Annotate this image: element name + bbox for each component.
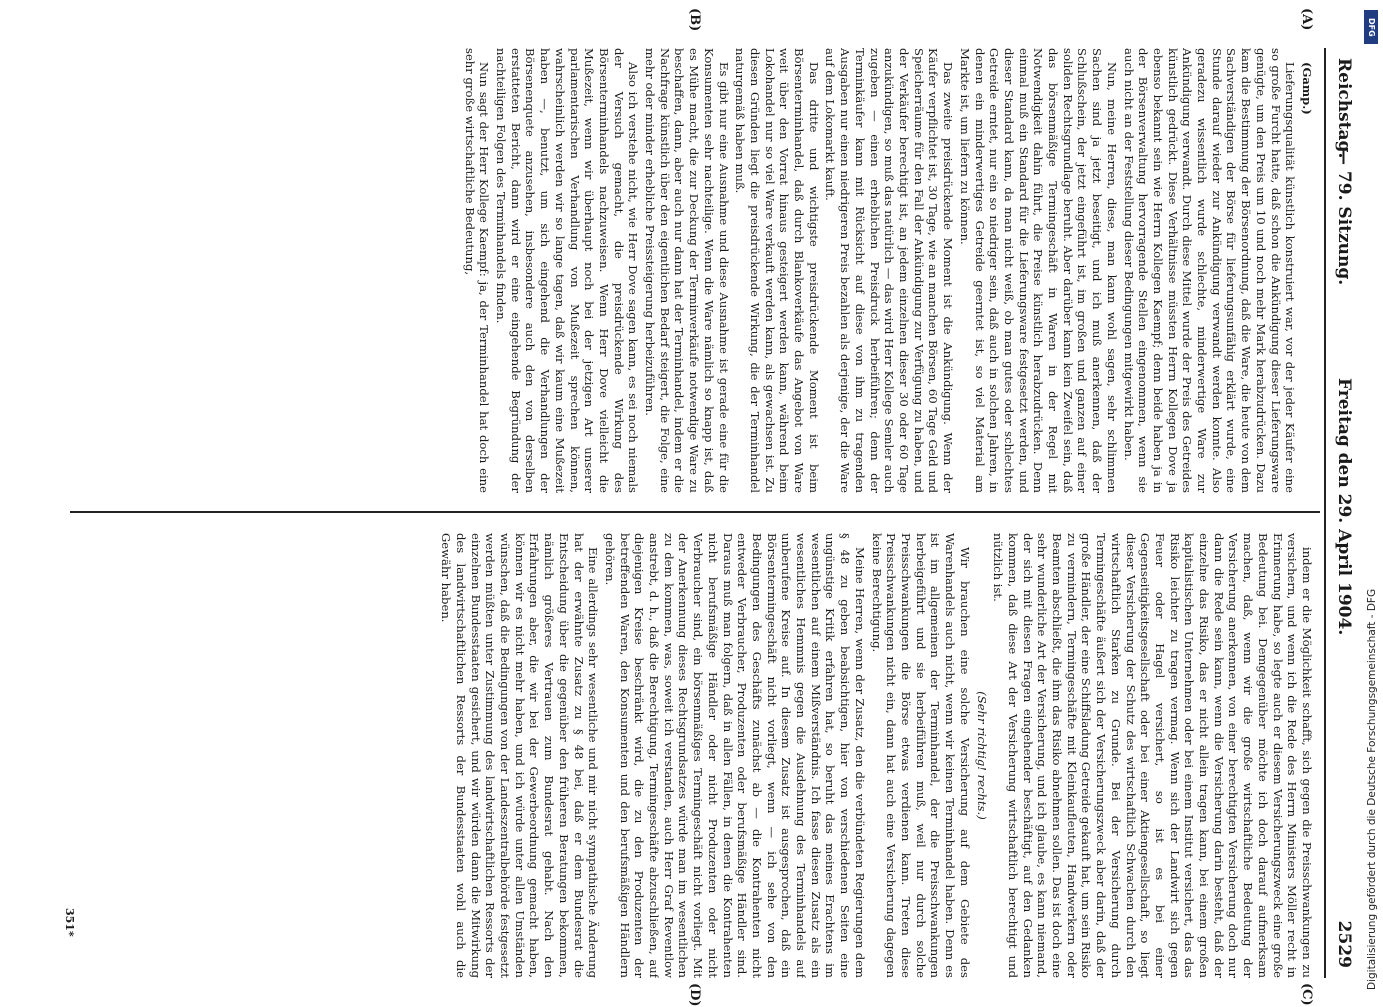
paragraph: Nun, meine Herren, diese, man kann wohl sagen, sehr schlimmen Sachen sind ja jetzt beseitigt, und ich muß anerkennen, daß der Schlußschein, der jetzt eingeführt ist, im großen und ganzen auf einer soliden Rechtsgrundlage beruht. Aber darüber kann kein Zweifel sein, daß das börsenmäßige Termingeschäft in Waren in der Regel mit Notwendigkeit dahin führt, die Preise künstlich herabzudrücken. Denn einmal muß ein Standard für die Lieferungsware festgesetzt werden, und dieser Standard kann, da man nicht weiß, ob man gutes oder schlechtes Getreide erntet, nur ein so niedriger sein, daß auch in solchen Jahren, in denen ein minderwertiges Getreide geerntet ist, so viel Material am Markte ist, um liefern zu können. [957, 48, 1119, 493]
paragraph: Eine allerdings sehr wesentliche und mir nicht sympathische Änderung hat der erwähnte Zusatz zu § 48 bei, daß er dem Bundesrat die Entscheidung über die gegenüber den früheren Beratungen bekommen, nämlich größeres Vertrauen zum Bundesrat gehabt. Nach den Erfahrungen aber, die wir bei der Gewerbeordnung gemacht haben, können wir es nicht mehr haben, und ich würde unter allen Umständen wünschen, daß die Bedingungen von der Landeszentralbehörde festgesetzt werden müßten unter Zustimmung des landwirtschaftlichen Ressorts der einzelnen Bundesstaaten gesichert, und wir würden dann die Mitwirkung des landwirtschaftlichen Ressorts der Bundesstaaten wohl auch die Gewähr haben. [439, 533, 601, 978]
dfg-logo-icon: DFG [1364, 10, 1378, 44]
dfg-notice: Digitalisierung gefördert durch die Deutsche Forschungsgemeinschaft - DFG [1366, 588, 1378, 990]
paragraph: Meine Herren, wenn der Zusatz, den die verbündeten Regierungen dem § 48 zu geben beabsichtigen, hier von verschiedenen Seiten eine ungünstige Kritik erfahren hat, so beruht das meines Erachtens im wesentlichen auf einem Mißverständnis. Ich fasse diesen Zusatz als ein wesentliches Hemmnis gegen die Ausdehnung des Terminhandels auf unberufene Kreise auf. In diesem Zusatz ist ausgesprochen, daß ein Börsentermingeschäft nicht vorliegt, wenn — ich sehe von den Bedingungen des Geschäfts zunächst ab — die Kontrahenten nicht entweder Verbraucher, Produzenten oder berufsmäßige Händler sind. Daraus muß man folgern, daß in allen Fällen, in denen die Kontrahenten nicht berufsmäßige Händler oder nicht Produzenten oder nicht Verbraucher sind, ein börsenmäßiges Termingeschäft nicht vorliegt. Mit der Anerkennung dieses Rechtsgrundsatzes würde man im wesentlichen zu dem kommen, was, soweit ich verstanden, auch Herr Graf Reventlow anstrebt, d. h., daß die Berechtigung, Termingeschäfte abzuschließen, auf diejenigen Kreise beschränkt wird, die zu den Produzenten der betreffenden Waren, den Konsumenten und den berufsmäßigen Händlern gehören. [602, 533, 867, 978]
margin-marker-a: (A) [1299, 8, 1314, 31]
paragraph: Es gibt nur eine Ausnahme und diese Ausnahme ist gerade eine für die Konsumenten sehr nachteilige. Wenn die Ware nämlich so knapp ist, daß es Mühe macht, die zur Deckung der Terminverkäufe notwendige Ware zu beschaffen, dann, aber auch nur dann hat der Terminhandel, indem er die Nachfrage künstlich über den eigentlichen Bedarf steigert, die Folge, eine mehr oder minder erhebliche Preissteigerung herbeizuführen. [643, 48, 731, 493]
paragraph: Das zweite preisdrückende Moment ist die Ankündigung. Wenn der Käufer verpflichtet ist, 30 Tage, wie an manchen Börsen, 60 Tage Geld und Speicherräume für den Fall der Ankündigung zur Verfügung zu haben, und der Verkäufer berechtigt ist, an jedem einzelnen dieser 30 oder 60 Tage anzukündigen, so muß das natürlich — das wird Herr Kollege Semler auch zugeben — einen erheblichen Preisdruck herbeiführen; denn der Terminkäufer kann mit Rücksicht auf diese von ihm zu tragenden Ausgaben nur einen niedrigeren Preis bezahlen als derjenige, der die Ware auf dem Lokomarkt kauft. [823, 48, 956, 493]
header-date: Freitag den 29. April 1904. [1334, 378, 1354, 636]
speaker-label: (Gamp.) [1300, 62, 1314, 115]
paragraph: Nun sagt der Herr Kollege Kaempf: ja, der Terminhandel hat doch eine sehr große wirtschaftliche Bedeutung, [462, 48, 492, 493]
header-left: Reichstag. [1334, 58, 1354, 159]
right-column [74, 533, 1314, 978]
interjection: (Sehr richtig! rechts.) [974, 691, 989, 820]
page-number: 2529 [1334, 920, 1354, 968]
left-column [74, 48, 1314, 493]
header-session: — 79. Sitzung. [1334, 148, 1354, 286]
header-rule [1324, 48, 1326, 978]
margin-marker-c: (C) [1299, 983, 1314, 1006]
signature-number: 351* [63, 908, 76, 937]
page-header [1322, 48, 1362, 978]
margin-marker-b: (B) [687, 8, 702, 32]
newspaper-page [62, 8, 1362, 1007]
margin-marker-d: (D) [687, 983, 702, 1007]
paragraph: Das dritte und wichtigste preisdrückende Moment ist beim Börsenterminhandel, daß durch Blankoverkäufe das Angebot von Ware weit über den Vorrat hinaus gesteigert werden kann, während beim Lokohandel nur so viel Ware verkauft werden kann, als gewachsen ist. Zu diesen Gründen liegt die preisdrückende Wirkung, die der Terminhandel naturgemäß haben muß. [733, 48, 821, 493]
column-divider [70, 511, 1320, 513]
paragraph: Lieferungsqualität künstlich konstruiert war, vor der jeder Käufer eine so große Furcht hatte, daß schon die Ankündigung dieser Lieferungsware genügte, um den Preis um 10 und noch mehr Mark herabzudrücken. Dazu kam die Bestimmung der Börsenordnung, daß die Ware, die heute von dem Sachverständigen der Börse für lieferungsunfähig erklärt wurde, eine Stunde darauf wieder zur Ankündigung verwandt werden konnte. Also geradezu wissentlich wurde schlechte, minderwertige Ware zur Ankündigung verwandt. Durch diese Mittel wurde der Preis des Getreides künstlich gedrückt. Diese Verhältnisse müssten Herrn Kollegen Dove ja ebenso bekannt sein wie Herrn Kollegen Kaempf; denn beide haben ja in der Börsenverwaltung hervorragende Stellen eingenommen, wenn sie auch nicht an der Feststellung dieser Bedingungen mitgewirkt haben. [1121, 48, 1298, 493]
paragraph: Wir brauchen eine solche Versicherung auf dem Gebiete des Warenhandels auch nicht, wenn wir keinen Terminhandel haben. Denn es ist im allgemeinen der Terminhandel, der die Preisschwankungen herbeigeführt und sie herbeiführen muß, weil nur durch solche Preisschwankungen die Börse etwas verdienen kann. Treten diese Preisschwankungen nicht ein, dann hat auch eine Versicherung dagegen keine Berechtigung. [869, 533, 972, 978]
paragraph: indem er die Möglichkeit schafft, sich gegen die Preisschwankungen zu versichern, und wenn ich die Rede des Herrn Ministers Möller recht in Erinnerung habe, so legte auch er diesem Versicherungszweck eine große Bedeutung bei. Demgegenüber möchte ich doch darauf aufmerksam machen, daß, wenn wir die große wirtschaftliche Bedeutung der Versicherung anerkennen, von einer berechtigten Versicherung doch nur dann die Rede sein kann, wenn die Versicherung darin besteht, daß der einzelne das Risiko, das er nicht allein tragen kann, bei einem großen kapitalistischen Unternehmen oder bei einem Institut versichert, das das Risiko leichter zu tragen vermag. Wenn sich der Landwirt sich gegen Feuer oder Hagel versichert, so ist es bei einer Gegenseitigkeitsgesellschaft oder bei einer Aktiengesellschaft, so liegt dieser Versicherung der Schutz des wirtschaftlich Schwachen durch den wirtschaftlich Starken zu Grunde. Bei der Versicherung durch Termingeschäfte äußert sich der Versicherungszweck aber darin, daß der große Händler, der eine Schiffsladung Getreide gekauft hat, um sein Risiko zu vermindern, Termingeschäfte mit Kleinkaufleuten, Handwerkern oder Beamten abschließt, die ihm das Risiko abnehmen sollen. Das ist doch eine sehr wunderliche Art der Versicherung, und ich glaube, es kann niemand, der sich mit diesen Fragen eingehender beschäftigt, auf den Gedanken kommen, daß diese Art der Versicherung wirtschaftlich berechtigt und nützlich ist. [991, 533, 1314, 978]
paragraph: Also ich verstehe nicht, wie Herr Dove sagen kann, es sei noch niemals der Versuch gemacht, die preisdrückende Wirkung des Börsenterminhandels nachzuweisen. Wenn Herr Dove vielleicht die Mußezeit, wenn wir überhaupt noch bei der jetzigen Art unserer parlamentarischen Verhandlung von Mußezeit sprechen können, wahrscheinlich werden wir so lange tagen, daß wir kaum eine Mußezeit haben —, benutzt, um sich eingehend die Verhandlungen der Börsenenquete anzusehen, insbesondere auch den von derselben erstatteten Bericht, dann wird er eine eingehende Begründung der nachteiligen Folgen des Terminhandels finden. [494, 48, 641, 493]
